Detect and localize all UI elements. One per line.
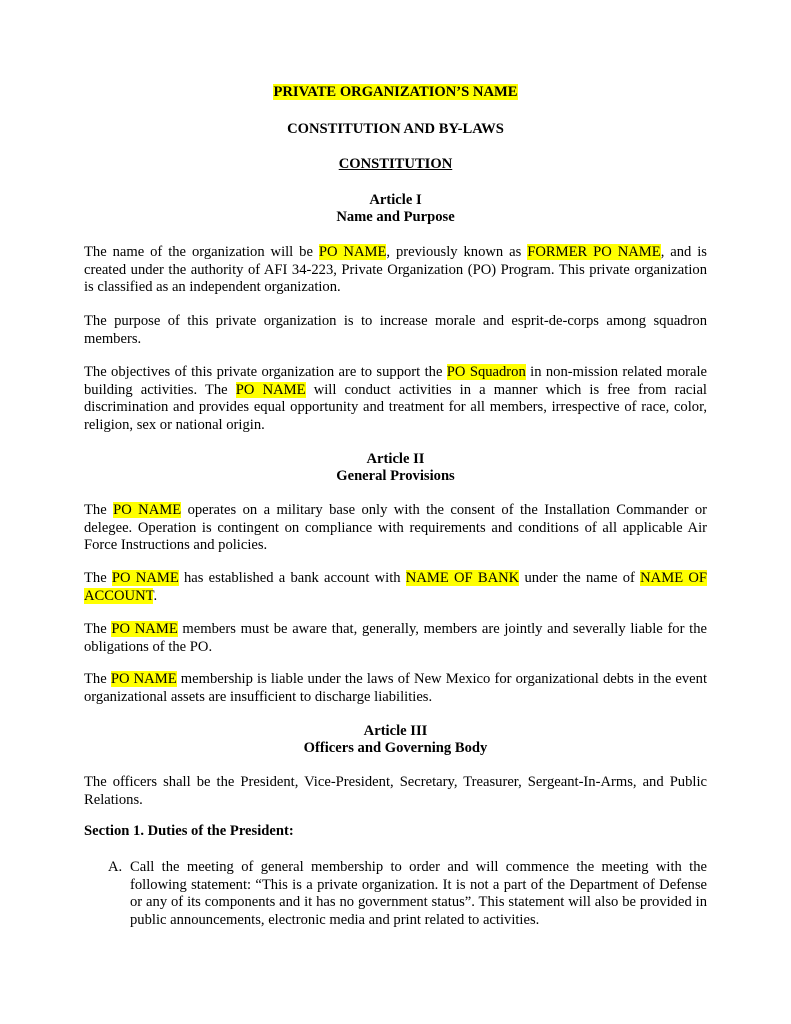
text-run: operates on a military base only with the consent of the Installation Commander or delegee. Operation is contingent on compliance with requirements and conditions of all applicable Air Force Instructions and policies. — [84, 502, 707, 553]
article-1-paragraph-3 — [84, 364, 707, 434]
placeholder-former-po-name: FORMER PO NAME — [527, 244, 661, 260]
text-run: will conduct activities in a manner which is free from racial discrimination and provides equal opportunity and treatment for all members, irrespective of race, color, religion, sex or national origin. — [84, 381, 707, 433]
article-3-paragraph-1: The officers shall be the President, Vice-President, Secretary, Treasurer, Sergeant-In-Arms, and Public Relations. — [84, 774, 707, 808]
text-run: under the name of — [519, 570, 641, 586]
org-name-highlight: PRIVATE ORGANIZATION’S NAME — [273, 84, 518, 100]
text-run: membership is liable under the laws of New Mexico for organizational debts in the event organizational assets are insufficient to discharge liabilities. — [84, 671, 708, 705]
text-run: , and is created under the authority of AFI 34-223, Private Organization (PO) Program. This private organization is classified as an independent organization. — [84, 244, 707, 295]
text-run: The — [84, 621, 112, 637]
text-run: in non-mission related morale building activities. The — [84, 364, 707, 398]
article-1-paragraph-2: The purpose of this private organization is to increase morale and esprit-de-corps among squadron members. — [84, 313, 707, 347]
text-run: . — [153, 587, 158, 604]
text-run: The — [84, 502, 114, 518]
list-item-label: A. — [108, 859, 123, 875]
text-run: The — [84, 671, 111, 687]
text-run: , previously known as — [386, 244, 528, 260]
document-subtitle: CONSTITUTION AND BY-LAWS — [287, 121, 504, 137]
article-2-paragraph-1 — [84, 502, 707, 555]
text-run: The name of the organization will be — [84, 244, 319, 260]
article-2-paragraph-2 — [84, 570, 707, 605]
article-3-number: Article III — [363, 723, 428, 739]
placeholder-name-of-bank: NAME OF BANK — [405, 570, 520, 586]
placeholder-po-squadron: PO Squadron — [446, 364, 526, 380]
list-item-text: Call the meeting of general membership to order and will commence the meeting with the following statement: “This is a private organization. It is not a part of the Department of Defense or any of its components and it has no government status”. This statement will also be provided in public announcements, electronic media and print related to activities. — [130, 859, 707, 928]
placeholder-po-name: PO NAME — [111, 570, 179, 586]
article-1-paragraph-1 — [84, 244, 707, 297]
text-run: has established a bank account with — [178, 570, 406, 586]
article-3-title: Officers and Governing Body — [303, 740, 488, 756]
article-2-title: General Provisions — [336, 468, 455, 484]
placeholder-po-name: PO NAME — [111, 621, 178, 637]
constitution-heading-text: CONSTITUTION — [338, 156, 453, 172]
list-item-a — [108, 859, 707, 929]
constitution-heading — [0, 156, 791, 174]
article-2-paragraph-4 — [84, 671, 707, 706]
section-1-heading: Section 1. Duties of the President: — [84, 823, 294, 839]
org-name-heading — [0, 84, 791, 102]
placeholder-po-name: PO NAME — [113, 502, 182, 518]
placeholder-po-name: PO NAME — [318, 244, 387, 260]
article-1-number: Article I — [369, 192, 422, 208]
placeholder-po-name: PO NAME — [110, 671, 177, 687]
article-2-paragraph-3 — [84, 621, 707, 656]
text-run: The — [84, 570, 112, 586]
text-run: members must be aware that, generally, members are jointly and severally liable for the obligations of the PO. — [84, 621, 707, 655]
article-2-number: Article II — [366, 451, 425, 467]
placeholder-po-name: PO NAME — [235, 381, 306, 398]
placeholder-name-of-account: NAME OF ACCOUNT — [84, 570, 707, 604]
article-1-title: Name and Purpose — [336, 209, 455, 225]
text-run: The objectives of this private organization are to support the — [84, 364, 447, 380]
